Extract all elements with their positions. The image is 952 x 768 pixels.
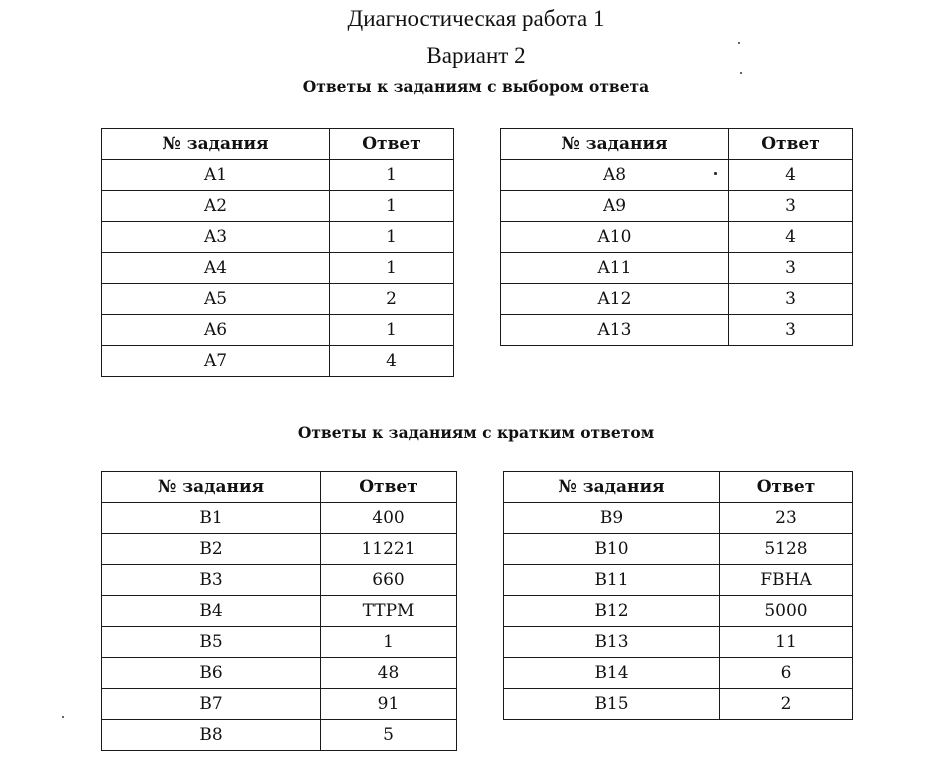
task-number-cell: B5 (102, 627, 321, 658)
table-row (102, 534, 457, 565)
task-number-cell: A12 (501, 284, 729, 315)
table-row (504, 596, 853, 627)
answer-cell: 4 (729, 160, 853, 191)
table-row (501, 315, 853, 346)
table-row (102, 346, 454, 377)
table-row (102, 720, 457, 751)
table-header-row (102, 129, 454, 160)
answer-cell: FBHA (720, 565, 853, 596)
answer-cell: 3 (729, 191, 853, 222)
table-row (102, 160, 454, 191)
answer-cell: 6 (720, 658, 853, 689)
table-row (501, 160, 853, 191)
table-row (504, 534, 853, 565)
scan-speck (738, 42, 740, 44)
table-row (102, 627, 457, 658)
answer-cell: 1 (321, 627, 457, 658)
table-row (504, 689, 853, 720)
answer-cell: 1 (330, 191, 454, 222)
task-number-cell: B2 (102, 534, 321, 565)
scan-speck (714, 172, 717, 175)
column-header-task: № задания (501, 129, 729, 160)
table-row (501, 284, 853, 315)
task-number-cell: A10 (501, 222, 729, 253)
answer-cell: TTPM (321, 596, 457, 627)
section-heading-short-answer: Ответы к заданиям с кратким ответом (297, 423, 655, 442)
answer-cell: 4 (330, 346, 454, 377)
table-row (102, 658, 457, 689)
scan-speck (740, 72, 742, 74)
answer-cell: 11221 (321, 534, 457, 565)
column-header-answer: Ответ (321, 472, 457, 503)
task-number-cell: B10 (504, 534, 720, 565)
answer-cell: 2 (720, 689, 853, 720)
task-number-cell: B8 (102, 720, 321, 751)
answer-cell: 5000 (720, 596, 853, 627)
task-number-cell: B7 (102, 689, 321, 720)
task-number-cell: A3 (102, 222, 330, 253)
answer-cell: 1 (330, 222, 454, 253)
task-number-cell: B9 (504, 503, 720, 534)
column-header-task: № задания (102, 472, 321, 503)
table-row (102, 191, 454, 222)
task-number-cell: A5 (102, 284, 330, 315)
table-row (102, 253, 454, 284)
table-row (501, 222, 853, 253)
answer-cell: 3 (729, 315, 853, 346)
answer-cell: 400 (321, 503, 457, 534)
table-row (102, 596, 457, 627)
task-number-cell: B14 (504, 658, 720, 689)
answer-cell: 2 (330, 284, 454, 315)
answers-table-b-left (101, 471, 457, 751)
table-row (102, 315, 454, 346)
task-number-cell: A9 (501, 191, 729, 222)
table-row (102, 222, 454, 253)
task-number-cell: A7 (102, 346, 330, 377)
answer-cell: 3 (729, 253, 853, 284)
task-number-cell: A4 (102, 253, 330, 284)
table-row (501, 253, 853, 284)
answers-table-a-right (500, 128, 853, 346)
task-number-cell: A1 (102, 160, 330, 191)
task-number-cell: B3 (102, 565, 321, 596)
answer-cell: 4 (729, 222, 853, 253)
answer-cell: 1 (330, 160, 454, 191)
task-number-cell: A8 (501, 160, 729, 191)
answers-table-a-left (101, 128, 454, 377)
column-header-task: № задания (504, 472, 720, 503)
task-number-cell: A6 (102, 315, 330, 346)
task-number-cell: B11 (504, 565, 720, 596)
table-header-row (102, 472, 457, 503)
document-title: Диагностическая работа 1 (347, 6, 605, 31)
table-row (504, 627, 853, 658)
column-header-answer: Ответ (330, 129, 454, 160)
table-row (102, 284, 454, 315)
table-row (504, 658, 853, 689)
column-header-task: № задания (102, 129, 330, 160)
answer-cell: 48 (321, 658, 457, 689)
table-row (504, 565, 853, 596)
table-row (102, 503, 457, 534)
table-header-row (504, 472, 853, 503)
answer-cell: 660 (321, 565, 457, 596)
table-row (102, 565, 457, 596)
answer-cell: 1 (330, 253, 454, 284)
task-number-cell: B1 (102, 503, 321, 534)
answers-table-b-right (503, 471, 853, 720)
answer-cell: 5 (321, 720, 457, 751)
table-row (504, 503, 853, 534)
answer-cell: 91 (321, 689, 457, 720)
answer-cell: 5128 (720, 534, 853, 565)
task-number-cell: B12 (504, 596, 720, 627)
task-number-cell: B6 (102, 658, 321, 689)
variant-label: Вариант 2 (426, 43, 526, 68)
table-header-row (501, 129, 853, 160)
table-row (102, 689, 457, 720)
answer-cell: 1 (330, 315, 454, 346)
task-number-cell: B15 (504, 689, 720, 720)
table-row (501, 191, 853, 222)
answer-cell: 3 (729, 284, 853, 315)
section-heading-multiple-choice: Ответы к заданиям с выбором ответа (302, 77, 650, 96)
answer-cell: 23 (720, 503, 853, 534)
task-number-cell: A11 (501, 253, 729, 284)
answer-cell: 11 (720, 627, 853, 658)
column-header-answer: Ответ (720, 472, 853, 503)
task-number-cell: B13 (504, 627, 720, 658)
task-number-cell: A13 (501, 315, 729, 346)
column-header-answer: Ответ (729, 129, 853, 160)
scan-speck (62, 716, 64, 718)
task-number-cell: B4 (102, 596, 321, 627)
task-number-cell: A2 (102, 191, 330, 222)
